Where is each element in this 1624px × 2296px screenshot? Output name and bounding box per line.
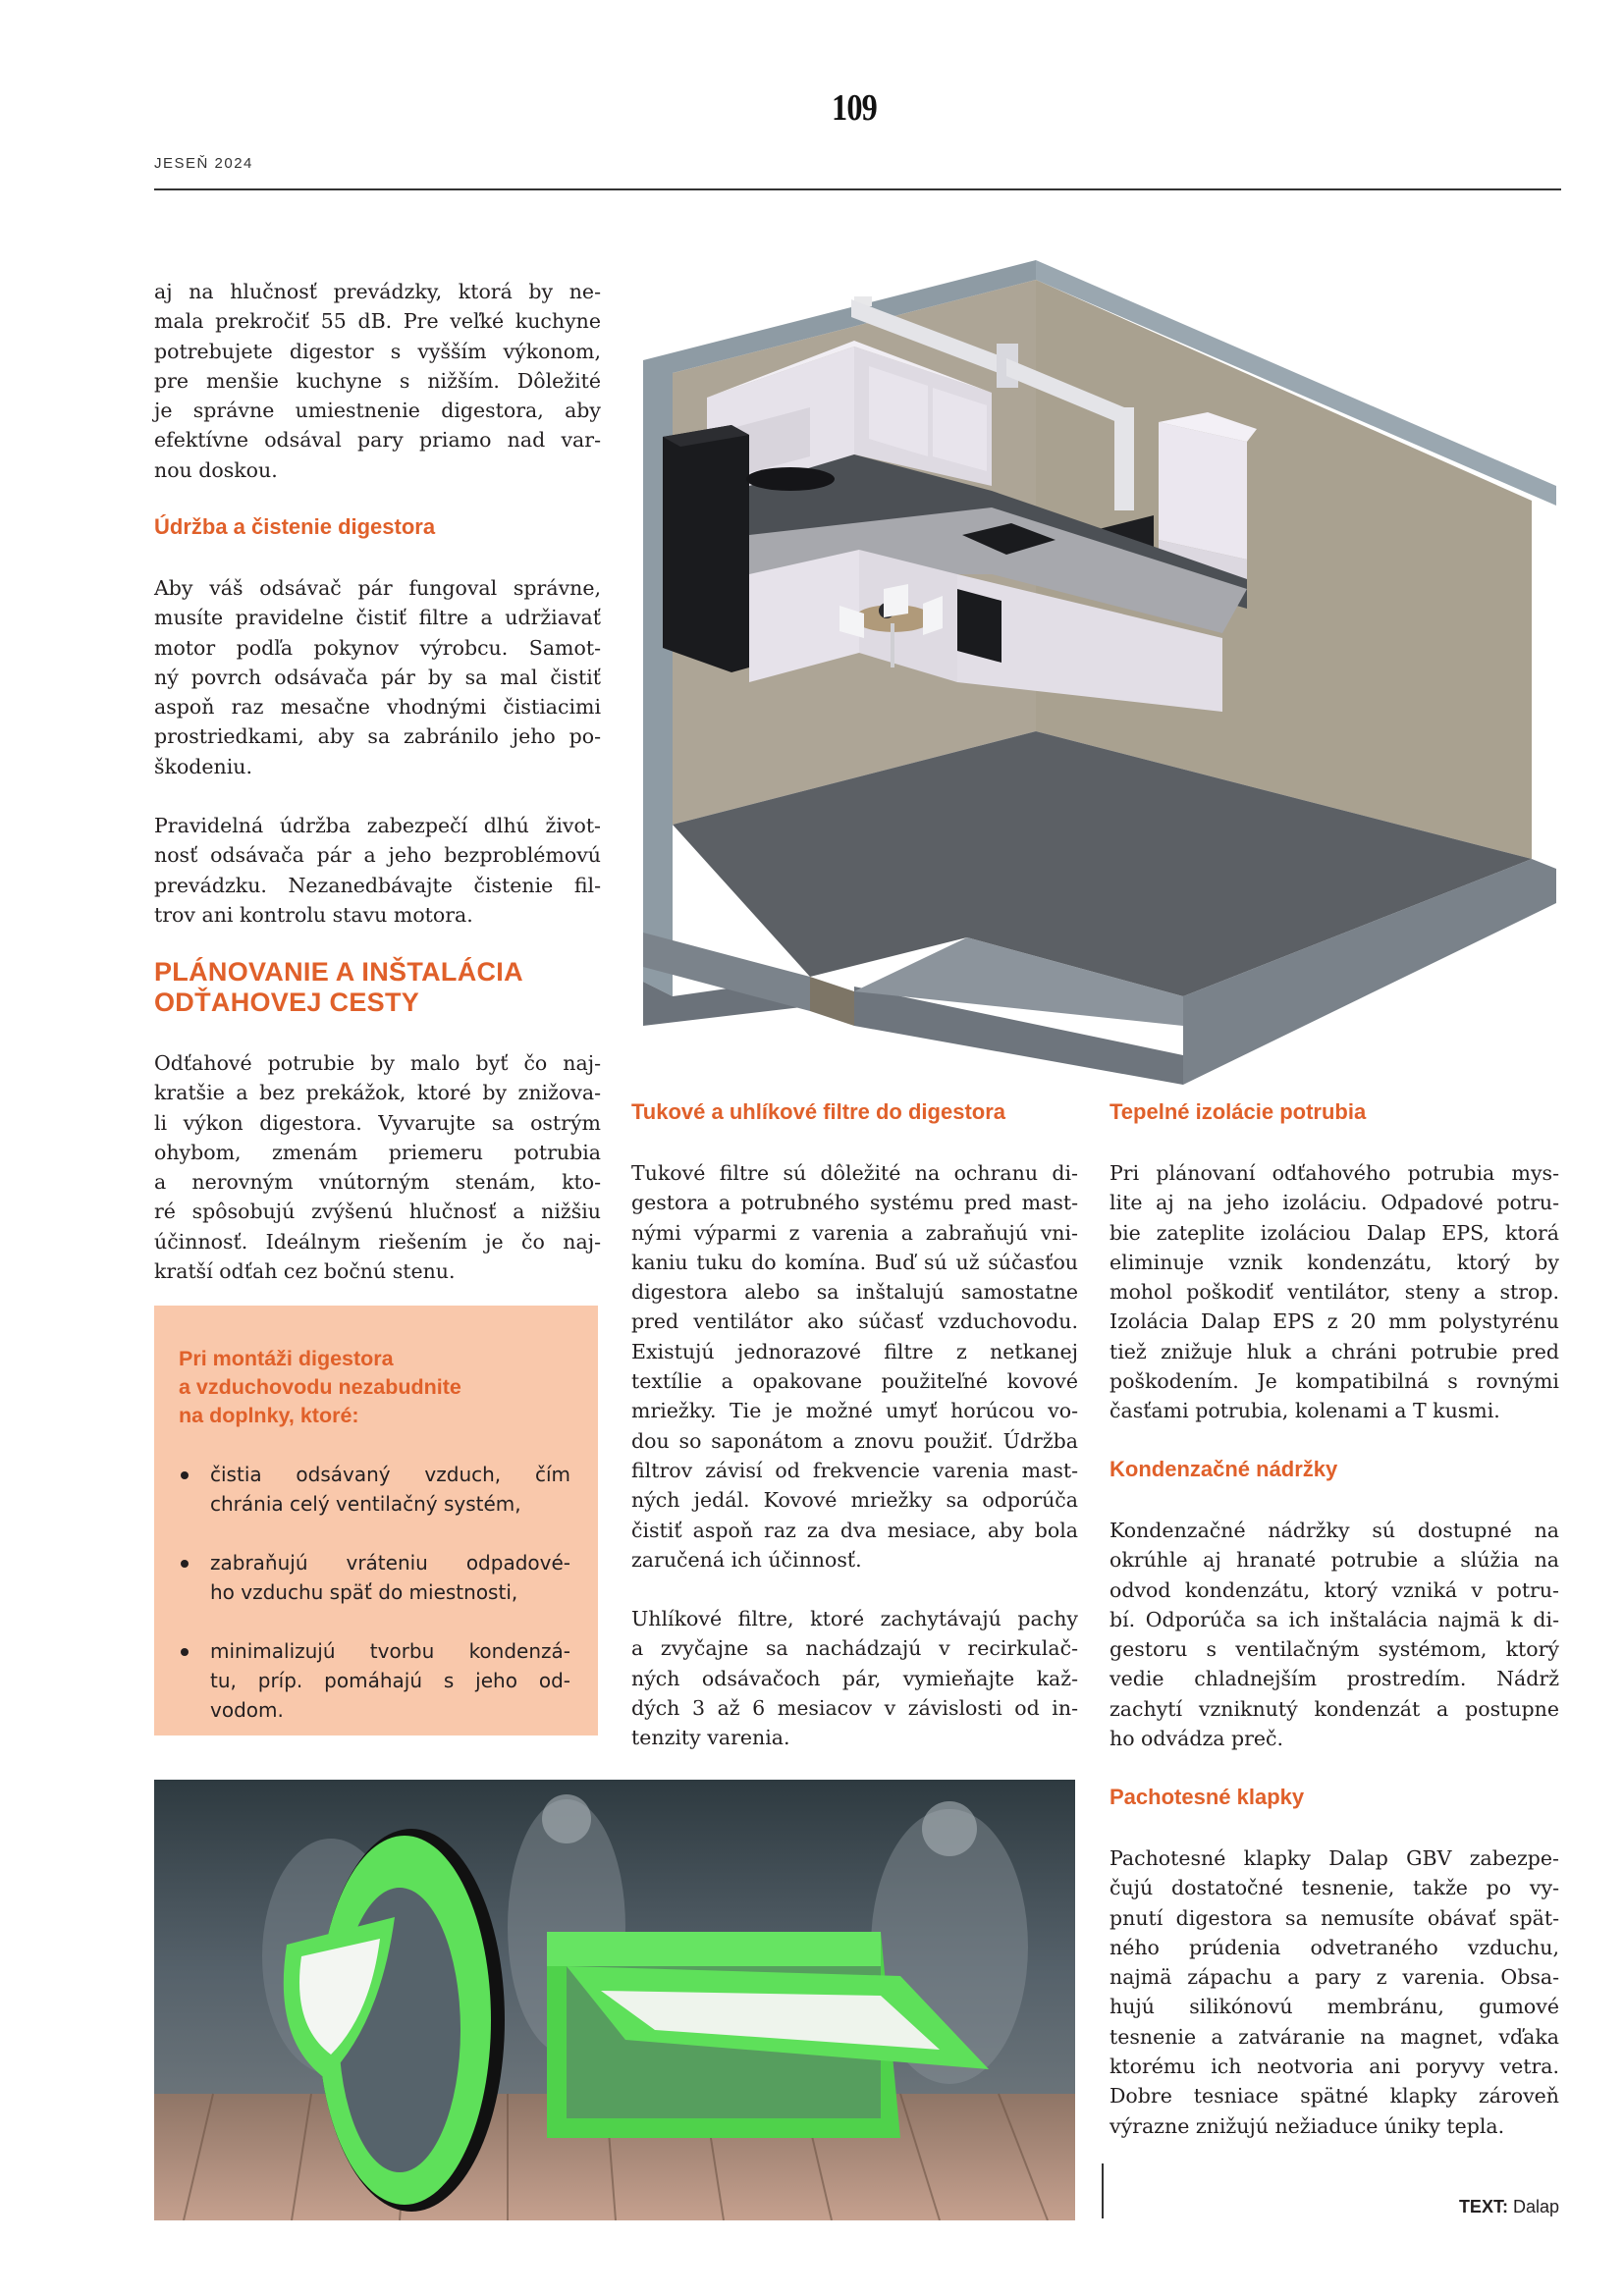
credit-label: TEXT:: [1458, 2197, 1508, 2216]
intro-text: aj na hlučnosť prevádzky, ktorá by ne- mala prekročiť 55 dB. Pre veľké kuchyne potrebujete digestor s vyšším výkonom, pre menšie kuchyne s nižším. Dôležité je správne umiestnenie digestora, aby efektívne odsával pary priamo nad var- nou doskou.: [154, 280, 601, 482]
insulation-heading: Tepelné izolácie potrubia: [1110, 1099, 1367, 1124]
planning-heading: PLÁNOVANIE A INŠTALÁCIA ODŤAHOVEJ CESTY: [154, 957, 523, 1017]
tip-list-item: zabraňujú vráteniu odpadové- ho vzduchu späť do miestnosti,: [179, 1548, 570, 1607]
tip-box: [154, 1306, 598, 1735]
maintenance-paragraph-1: Aby váš odsávač pár fungoval správne, musíte pravidelne čistiť filtre a udržiavať motor podľa pokynov výrobcu. Samot- ný povrch odsávača pár by sa mal čistiť aspoň raz mesačne vhodnými čistiacimi prostriedkami, aby sa zabránilo jeho po- škodeniu.: [154, 576, 601, 778]
filters-paragraph-1: Tukové filtre sú dôležité na ochranu di- gestora a potrubného systému pred mast- nými výparmi z varenia a zabraňujú vni- kaniu tuku do komína. Buď sú už súčasťou digestora alebo sa inštalujú samostatne pred ventilátor ako súčasť vzduchovodu. Existujú jednorazové filtre z netkanej textílie a opakovane použiteľné kovové mriežky. Tie je možné umyť horúcou vo- dou so saponátom a znovu použiť. Údržba filtrov závisí od frekvencie varenia mast- ných jedál. Kovové mriežky sa odporúča čistiť aspoň raz za dva mesiace, aby bola zaručená ich účinnosť.: [631, 1161, 1078, 1572]
tip-list-item: minimalizujú tvorbu kondenzá- tu, príp. pomáhajú s jeho od- vodom.: [179, 1636, 570, 1725]
page-number: 109: [832, 87, 877, 129]
tip-list-item: čistia odsávaný vzduch, čím chránia celý ventilačný systém,: [179, 1460, 570, 1519]
kitchen-illustration: [633, 250, 1571, 1085]
bullet-icon: [181, 1648, 189, 1656]
tip-box-title: Pri montáži digestora a vzduchovodu nezabudnite na doplnky, ktoré:: [179, 1347, 461, 1427]
tip-box-list: [179, 1460, 570, 1725]
insulation-paragraph: Pri plánovaní odťahového potrubia mys- lite aj na jeho izoláciu. Odpadové potru- bie zateplite izoláciou Dalap EPS, ktorá eliminuje vznik kondenzátu, ktorý by mohol poškodiť ventilátor, steny a strop. Izolácia Dalap EPS z 20 mm polystyrénu tiež znižuje hluk a chráni potrubie pred poškodením. Je kompatibilná s rovnými časťami potrubia, kolenami a T kusmi.: [1110, 1161, 1559, 1423]
dampers-paragraph: Pachotesné klapky Dalap GBV zabezpe- čujú dostatočné tesnenie, takže po vy- pnutí digestora sa nemusíte obávať spät- ného prúdenia odvetraného vzduchu, najmä zápachu a pary z varenia. Obsa- hujú silikónovú membránu, gumové tesnenie a zatváranie na magnet, vďaka ktorému ich neotvoria ani poryvy vetra. Dobre tesniace spätné klapky zároveň výrazne znižujú nežiaduce úniky tepla.: [1110, 1846, 1559, 2138]
condensation-heading: Kondenzačné nádržky: [1110, 1457, 1338, 1481]
maintenance-paragraph-2: Pravidelná údržba zabezpečí dlhú život- nosť odsávača pár a jeho bezproblémovú prevádzku. Nezanedbávajte čistenie fil- trov ani kontrolu stavu motora.: [154, 814, 601, 927]
credit-value: Dalap: [1512, 2197, 1559, 2216]
footer-divider: [1102, 2163, 1104, 2218]
bullet-icon: [181, 1471, 189, 1479]
planning-paragraph: Odťahové potrubie by malo byť čo naj- kratšie a bez prekážok, ktoré by znižova- li výkon digestora. Vyvarujte sa ostrým ohybom, zmenám priemeru potrubia a nerovným vnútorným stenám, kto- ré spôsobujú zvýšenú hlučnosť a nižšiu účinnosť. Ideálnym riešením je čo naj- kratší odťah cez bočnú stenu.: [154, 1051, 601, 1284]
dampers-photo: [154, 1780, 1075, 2220]
condensation-paragraph: Kondenzačné nádržky sú dostupné na okrúhle aj hranaté potrubie a slúžia na odvod kondenzátu, ktorý vzniká v potru- bí. Odporúča sa ich inštalácia najmä k di- gestoru s ventilačným systémom, ktorý vedie chladnejším prostredím. Nádrž zachytí vzniknutý kondenzát a postupne ho odvádza preč.: [1110, 1519, 1559, 1751]
filters-heading: Tukové a uhlíkové filtre do digestora: [631, 1099, 1006, 1124]
filters-paragraph-2: Uhlíkové filtre, ktoré zachytávajú pachy a zvyčajne sa nachádzajú v recirkulač- ných odsávačoch pár, vymieňajte kaž- dých 3 až 6 mesiacov v závislosti od in- tenzity varenia.: [631, 1607, 1078, 1750]
dampers-heading: Pachotesné klapky: [1110, 1785, 1305, 1809]
author-credit: [1326, 2197, 1559, 2217]
intro-paragraph: [154, 277, 601, 485]
bullet-icon: [181, 1560, 189, 1568]
maintenance-heading: Údržba a čistenie digestora: [154, 514, 436, 539]
issue-label: JESEŇ 2024: [154, 155, 253, 172]
header-rule: [154, 188, 1561, 190]
